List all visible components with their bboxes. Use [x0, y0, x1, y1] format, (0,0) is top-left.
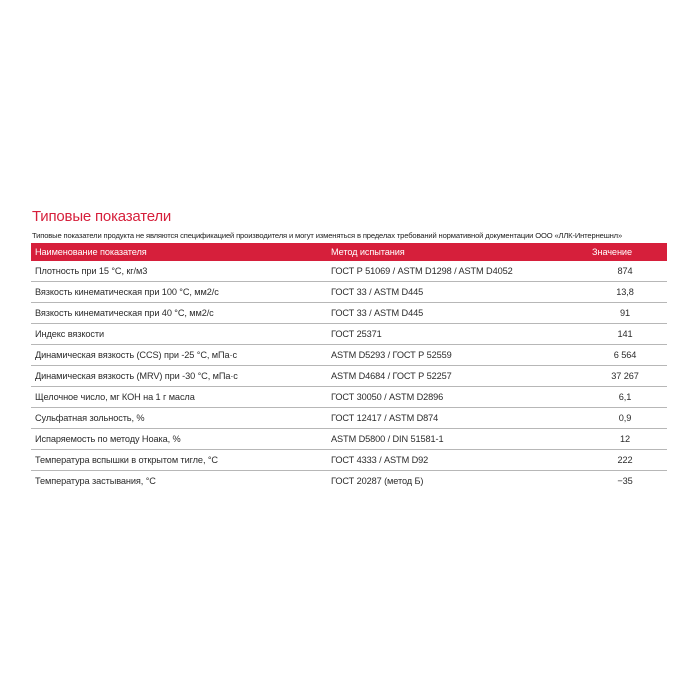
- table-row: [31, 429, 667, 450]
- row-name: Вязкость кинематическая при 100 °С, мм2/с: [31, 282, 327, 303]
- row-name: Температура застывания, °С: [35, 476, 156, 486]
- table-row: [31, 324, 667, 345]
- header-value: Значение: [592, 247, 632, 257]
- row-value: 222: [557, 450, 667, 471]
- row-value: 37 267: [557, 366, 667, 387]
- row-method: ГОСТ 33 / ASTM D445: [327, 282, 557, 303]
- row-method: ASTM D4684 / ГОСТ Р 52257: [327, 366, 557, 387]
- disclaimer-note: Типовые показатели продукта не являются спецификацией производителя и могут изменяться в пределах требований нормативной документации ООО «ЛЛК-Интернешнл»: [32, 231, 623, 240]
- row-value: 6 564: [557, 345, 667, 366]
- typical-properties-section: [31, 208, 667, 491]
- section-title: Типовые показатели: [32, 208, 172, 225]
- row-value: 0,9: [557, 408, 667, 429]
- row-method: ГОСТ Р 51069 / ASTM D1298 / ASTM D4052: [327, 261, 557, 282]
- table-row: [31, 387, 667, 408]
- row-method: ASTM D5293 / ГОСТ Р 52559: [327, 345, 557, 366]
- row-name: Температура вспышки в открытом тигле, °С: [31, 450, 327, 471]
- table-row: [31, 261, 667, 282]
- row-name: Динамическая вязкость (CCS) при -25 °С, мПа·с: [31, 345, 327, 366]
- row-name: Индекс вязкости: [31, 324, 327, 345]
- row-value: 6,1: [557, 387, 667, 408]
- row-method: ГОСТ 30050 / ASTM D2896: [327, 387, 557, 408]
- table-row: [31, 471, 667, 492]
- row-method: ГОСТ 33 / ASTM D445: [327, 303, 557, 324]
- row-method: ГОСТ 12417 / ASTM D874: [327, 408, 557, 429]
- row-value: 874: [557, 261, 667, 282]
- header-name: Наименование показателя: [35, 247, 147, 257]
- row-name: Испаряемость по методу Ноака, %: [31, 429, 327, 450]
- row-value: 12: [557, 429, 667, 450]
- row-name: Сульфатная зольность, %: [31, 408, 327, 429]
- row-name: Вязкость кинематическая при 40 °С, мм2/с: [31, 303, 327, 324]
- row-value: 91: [557, 303, 667, 324]
- row-method: ГОСТ 25371: [327, 324, 557, 345]
- table-row: [31, 303, 667, 324]
- row-name: Динамическая вязкость (MRV) при -30 °С, мПа·с: [31, 366, 327, 387]
- table-row: [31, 366, 667, 387]
- table-row: [31, 408, 667, 429]
- table-row: [31, 450, 667, 471]
- table-row: [31, 282, 667, 303]
- row-value: 13,8: [557, 282, 667, 303]
- header-method: Метод испытания: [331, 247, 405, 257]
- row-method: ГОСТ 20287 (метод Б): [331, 476, 424, 486]
- row-value: −35: [617, 476, 633, 486]
- row-method: ASTM D5800 / DIN 51581-1: [327, 429, 557, 450]
- row-name: Щелочное число, мг КОН на 1 г масла: [31, 387, 327, 408]
- row-name: Плотность при 15 °С, кг/м3: [31, 261, 327, 282]
- table-header-row: [31, 243, 667, 261]
- row-method: ГОСТ 4333 / ASTM D92: [327, 450, 557, 471]
- row-value: 141: [557, 324, 667, 345]
- table-row: [31, 345, 667, 366]
- properties-table: [31, 243, 667, 491]
